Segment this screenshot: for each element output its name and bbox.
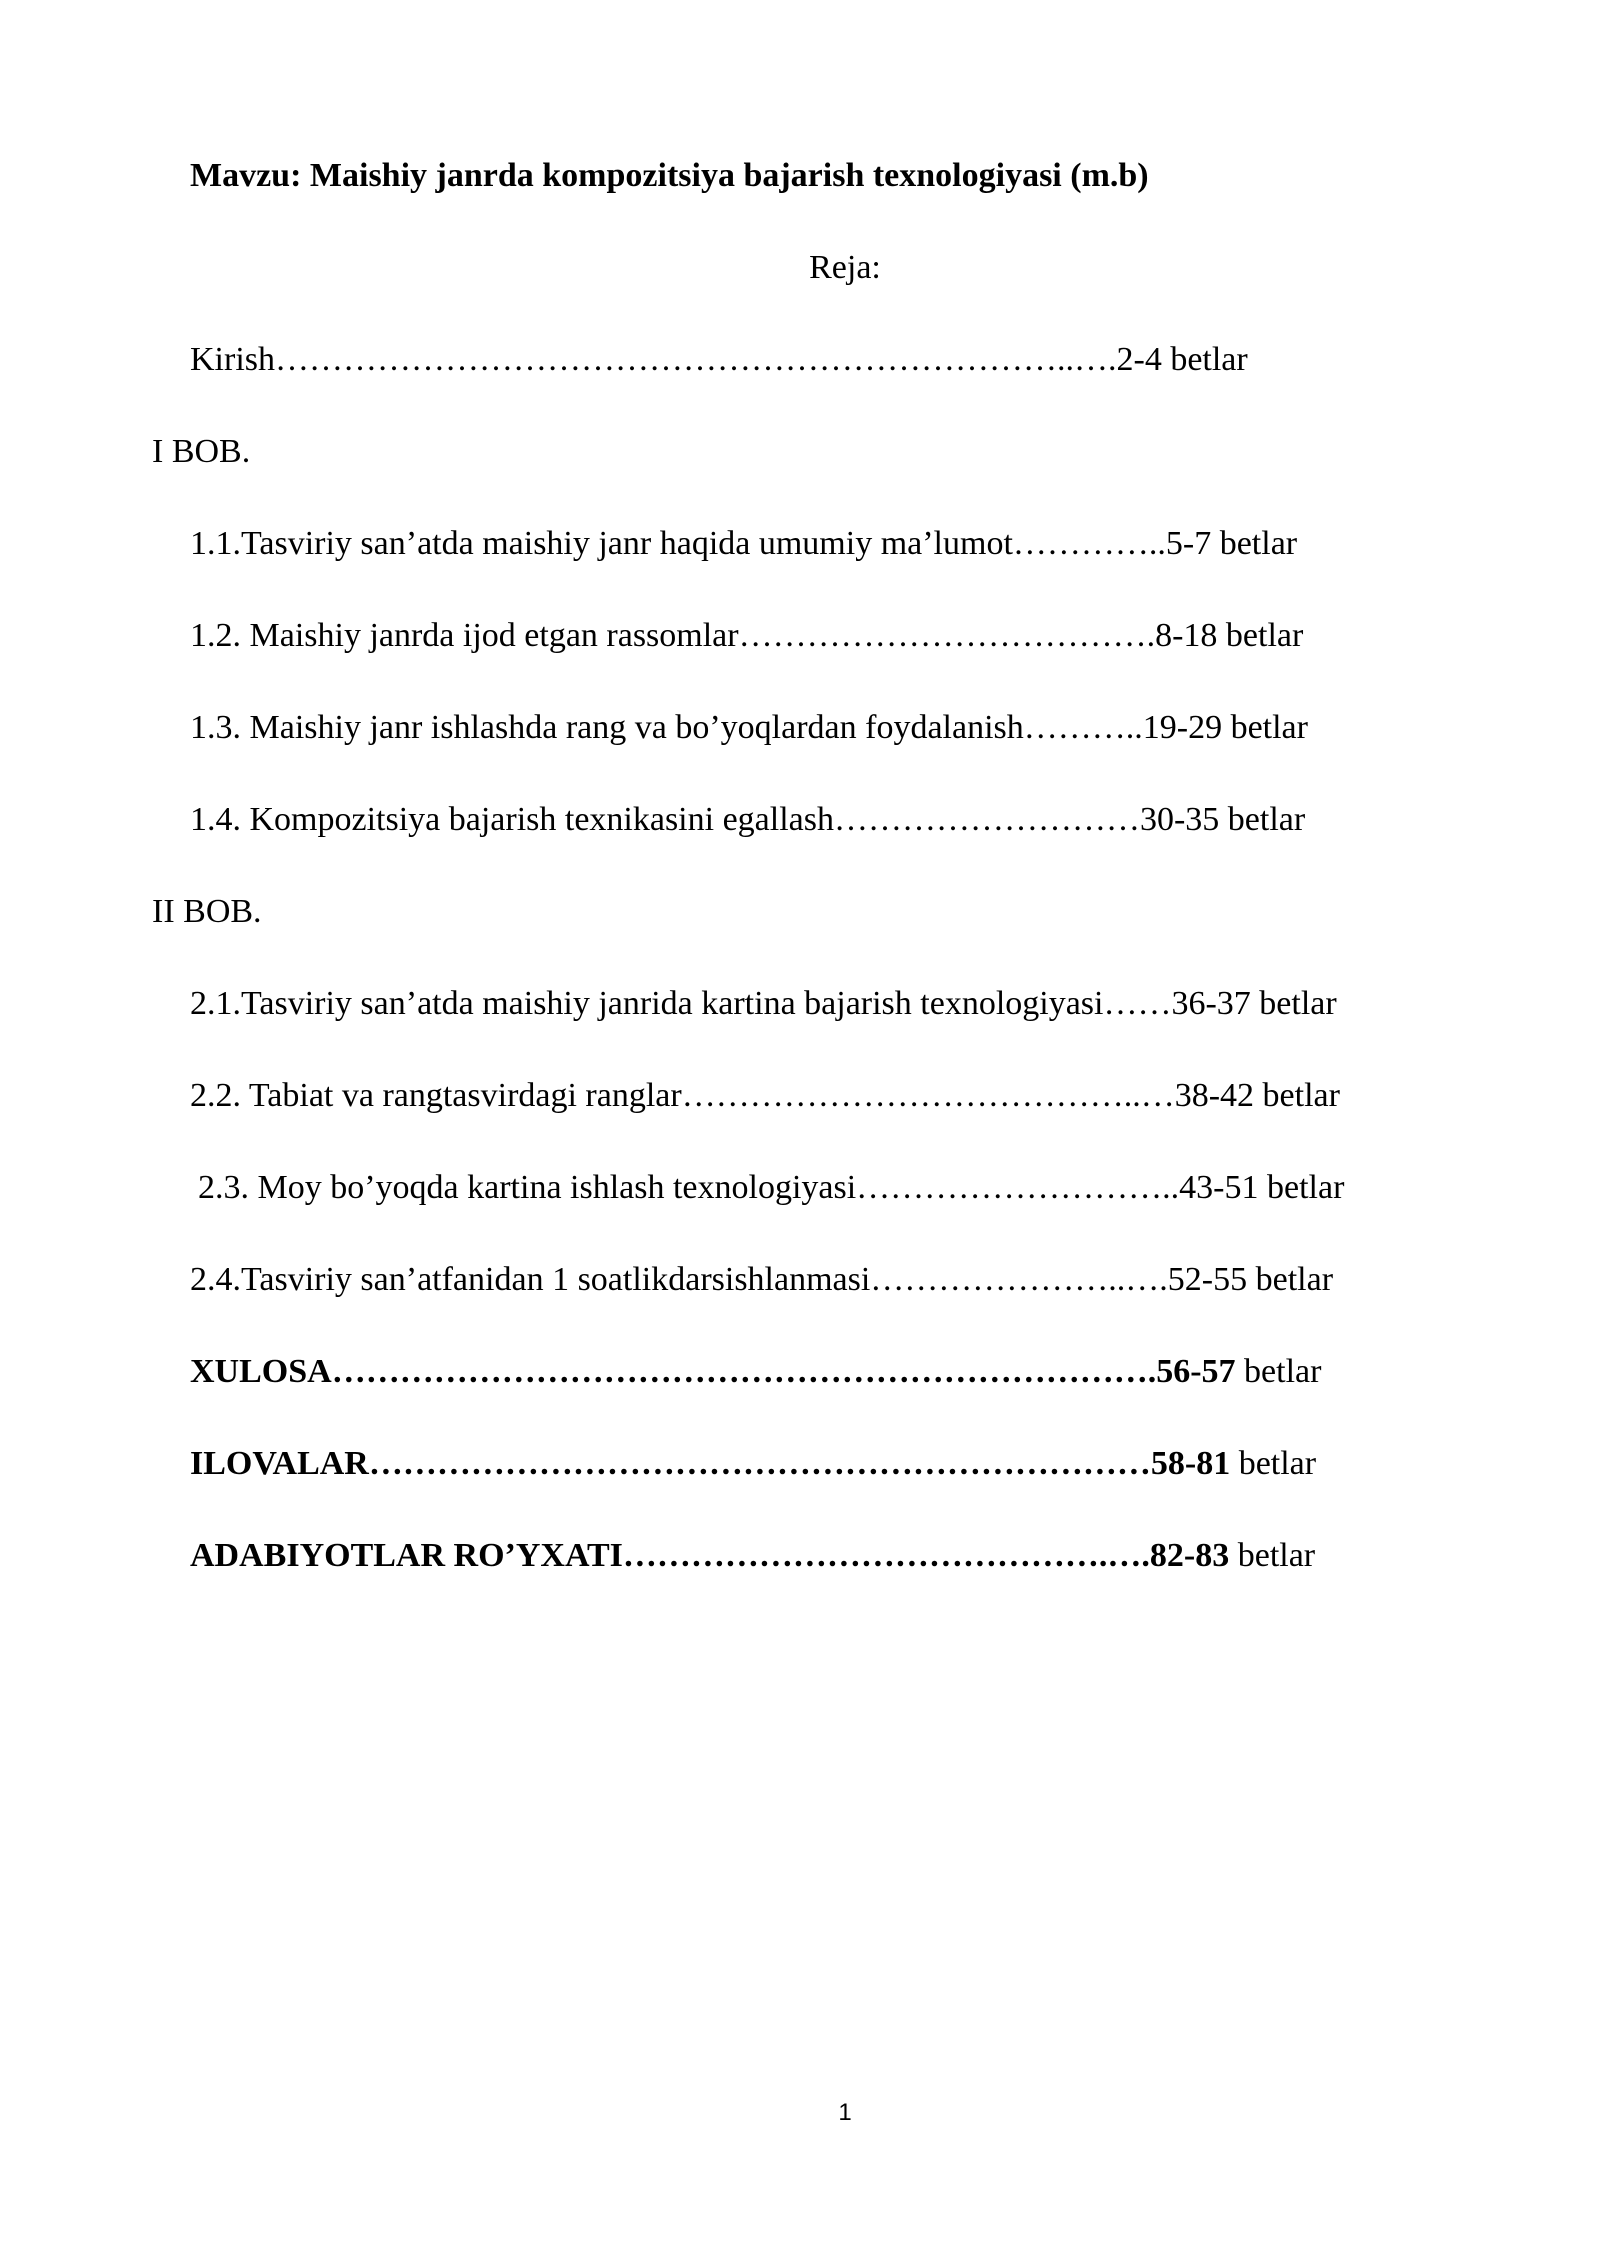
toc-item-conclusion — [190, 1352, 1321, 1392]
toc-item-introduction: Kirish……………………………………………………………..….2-4 betlar — [190, 341, 1248, 378]
toc-item-2-3: 2.3. Moy bo’yoqda kartina ishlash texnologiyasi………………………..43-51 betlar — [198, 1169, 1345, 1206]
toc-item-appendices-suffix: betlar — [1230, 1445, 1317, 1482]
toc-item-2-2: 2.2. Tabiat va rangtasvirdagi ranglar…………………………………..…38-42 betlar — [190, 1077, 1340, 1114]
toc-item-1-2: 1.2. Maishiy janrda ijod etgan rassomlar……………………………….8-18 betlar — [190, 617, 1304, 654]
toc-item-appendices-label: ILOVALAR……………………………………………………………58-81 — [190, 1445, 1231, 1482]
toc-item-1-4: 1.4. Kompozitsiya bajarish texnikasini egallash………………………30-35 betlar — [190, 801, 1306, 838]
toc-item-2-1: 2.1.Tasviriy san’atda maishiy janrida kartina bajarish texnologiyasi……36-37 betlar — [190, 985, 1337, 1022]
toc-item-1-1: 1.1.Tasviriy san’atda maishiy janr haqida umumiy ma’lumot…………..5-7 betlar — [190, 525, 1298, 562]
toc-item-appendices — [190, 1444, 1316, 1484]
document-title: Mavzu: Maishiy janrda kompozitsiya bajarish texnologiyasi (m.b) — [190, 157, 1149, 194]
toc-item-references — [190, 1536, 1315, 1576]
plan-heading: Reja: — [809, 249, 881, 286]
toc-chapter-2-heading: II BOB. — [152, 893, 262, 930]
toc-item-references-label: ADABIYOTLAR RO’YXATI…………………………………….….82-83 — [190, 1537, 1230, 1574]
toc-item-1-3: 1.3. Maishiy janr ishlashda rang va bo’yoqlardan foydalanish………..19-29 betlar — [190, 709, 1308, 746]
toc-item-2-4: 2.4.Tasviriy san’atfanidan 1 soatlikdarsishlanmasi…………………..….52-55 betlar — [190, 1261, 1334, 1298]
toc-item-conclusion-label: XULOSA……………………………………………………………….56-57 — [190, 1353, 1236, 1390]
toc-item-references-suffix: betlar — [1229, 1537, 1316, 1574]
page-number: 1 — [838, 2099, 852, 2126]
toc-item-conclusion-suffix: betlar — [1235, 1353, 1322, 1390]
toc-chapter-1-heading: I BOB. — [152, 433, 251, 470]
